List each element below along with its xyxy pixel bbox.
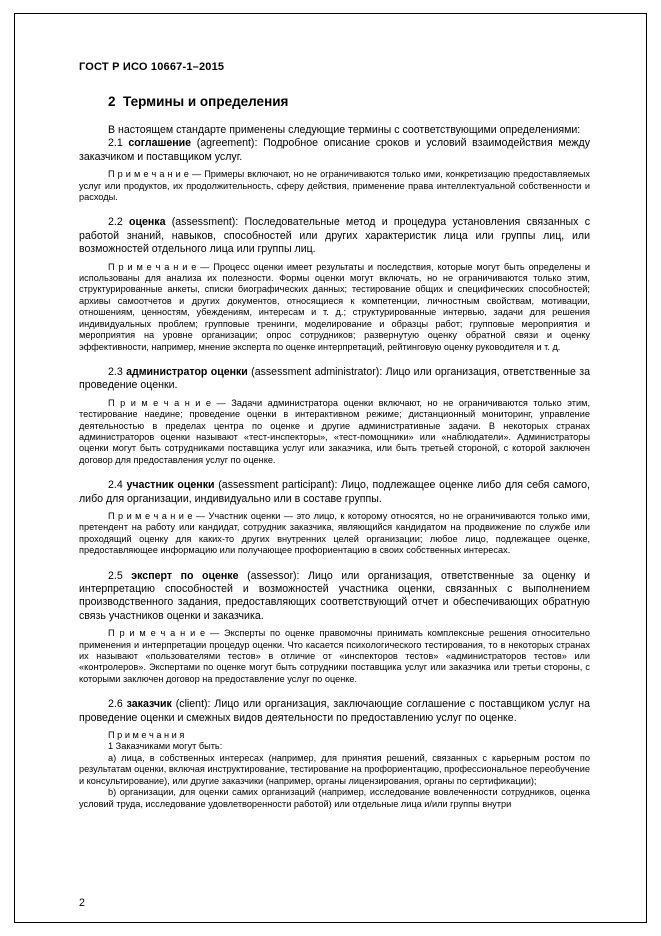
term-2-1-note: П р и м е ч а н и е — Примеры включают, но не ограничиваются только ими, конкретизацию предоставляемых услуг или продуктов, их продолжительность, сферу действия, применение права интеллектуальной собственности и расходы.: [79, 169, 590, 203]
running-header: ГОСТ Р ИСО 10667-1–2015: [79, 61, 225, 73]
term-2-4-text: (assessment participant): Лицо, подлежащее оценке либо для себя самого, либо для организации, индивидуально или в составе группы.: [79, 479, 590, 505]
term-2-6-notes-title: П р и м е ч а н и я: [108, 730, 185, 741]
intro-paragraph: В настоящем стандарте применены следующие термины с соответствующими определениями:: [108, 124, 581, 136]
term-2-6-note-item-b: b) организации, для оценки самих организаций (например, исследование вовлеченности сотрудников, оценка условий труда, исследование удовлетворенности работой) или отдельные лица и/или группы внутри: [79, 787, 590, 809]
term-2-3-definition: [79, 366, 590, 393]
term-2-1-number: 2.1: [108, 137, 129, 150]
term-2-6-name: заказчик: [126, 698, 172, 711]
term-2-4-name: участник оценки: [126, 479, 215, 492]
term-2-6-text: (client): Лицо или организация, заключающие соглашение с поставщиком услуг на проведение оценки и смежных видов деятельности по предоставлению услуг по оценке.: [79, 698, 590, 724]
term-2-2-number: 2.2: [108, 216, 130, 229]
term-2-3-note: П р и м е ч а н и е — Задачи администратора оценки включают, но не ограничиваются только этим, тестирование наедине; проведение оценки в интерактивном режиме; дистанционный мониторинг, управление деятельностью в пределах центра по оценке и другие административные задачи. В некоторых странах администраторов оценки называют «тест-инспекторы», «тест-помощники» или «наблюдатели». Администраторы оценки могут быть сотрудниками поставщика услуг или заказчика, или быть третьей стороной, с которой заключен договор для предоставления услуг по оценке.: [79, 397, 590, 465]
term-2-6-note-line-1: 1 Заказчиками могут быть:: [108, 741, 223, 752]
term-2-2-name: оценка: [129, 216, 166, 229]
term-2-6-number: 2.6: [108, 698, 127, 711]
term-2-3-name: администратор оценки: [126, 365, 248, 378]
term-2-1-text: (agreement): Подробное описание сроков и условий взаимодействия между заказчиком и поставщиком услуг.: [79, 137, 590, 163]
term-2-6-definition: [79, 698, 590, 725]
term-2-1-name: соглашение: [128, 137, 192, 150]
term-2-4-definition: [79, 479, 590, 506]
term-2-2-note: П р и м е ч а н и е — Процесс оценки имеет результаты и последствия, которые могут быть определены и использованы для анализа их полезности. Формы оценки могут включать, но не ограничиваются только этим, структурированные анкеты, списки биографических данных; тестирование общих и специфических способностей; архивы самоотчетов и других документов, относящиеся к компетенции, личностным свойствам, мотивации, отношениям, ценностям, убеждениям, интересам и т. д.; структурированные интервью, задачи для решения индивидуальных проблем; групповые тренинги, моделирование и образцы работ; групповые мероприятия и мероприятия на уровне организации; опрос сотрудников; развернутую оценку обратной связи и оценку эффективности, например, мнение эксперта по оценке интерпретаций, рейтинговую оценку руководителя и т. д.: [79, 261, 590, 352]
document-page: [14, 13, 647, 923]
term-2-5-number: 2.5: [108, 569, 132, 582]
term-2-4-number: 2.4: [108, 479, 127, 492]
term-2-2-text: (assessment): Последовательные метод и процедура установления связанных с работой знаний, навыков, способностей или других характеристик лица или группы лиц, или возможностей отдельного лица или группы лиц.: [79, 216, 591, 256]
term-2-3-number: 2.3: [108, 365, 127, 378]
term-2-5-note: П р и м е ч а н и е — Эксперты по оценке правомочны принимать комплексные решения относительно применения и интерпретации процедур оценки. Что касается психологического тестирования, то в некоторых странах их называют «пользователями тестов» в отличие от «инспекторов тестов» «администраторов тестов» или «контролеров». Экспертами по оценке могут быть сотрудники поставщика услуг или заказчика или третьи стороны, с которыми заключен договор на предоставление услуг по оценке.: [79, 628, 590, 684]
section-heading: 2 Термины и определения: [108, 94, 289, 109]
page-number: 2: [79, 897, 85, 909]
term-2-6-note-item-a: a) лица, в собственных интересах (например, для принятия решений, связанных с карьерным ростом по результатам оценки, включая инструктирование, тестирование на профориентацию, профессиональное переобучение и консультирование), или другие заказчики (например, органы лицензирования, органы по сертификации);: [79, 752, 590, 786]
term-2-5-text: (assessor): Лицо или организация, ответственные за оценку и интерпретацию способностей и возможностей участника оценки, связанных с выполнением производственного задания, предоставляющих соответствующий отчет и обеспечивающих обратную связь участников оценки и заказчика.: [79, 569, 590, 622]
term-2-3-text: (assessment administrator): Лицо или организация, ответственные за проведение оценки.: [79, 365, 591, 392]
term-2-5-definition: [79, 570, 590, 624]
term-2-4-note: П р и м е ч а н и е — Участник оценки — это лицо, к которому относятся, но не ограничиваются только ими, претендент на работу или кандидат, сотрудник заказчика, являющийся кандидатом на продвижение по службе или проходящий оценку для каких-то других внутренних целей организации; любое лицо, подлежащее оценке, предоставляющее информацию или получающее профориентацию в своих собственных интересах.: [79, 510, 590, 556]
term-2-1-definition: [79, 137, 590, 164]
term-2-2-definition: [79, 216, 590, 256]
term-2-5-name: эксперт по оценке: [131, 569, 239, 582]
